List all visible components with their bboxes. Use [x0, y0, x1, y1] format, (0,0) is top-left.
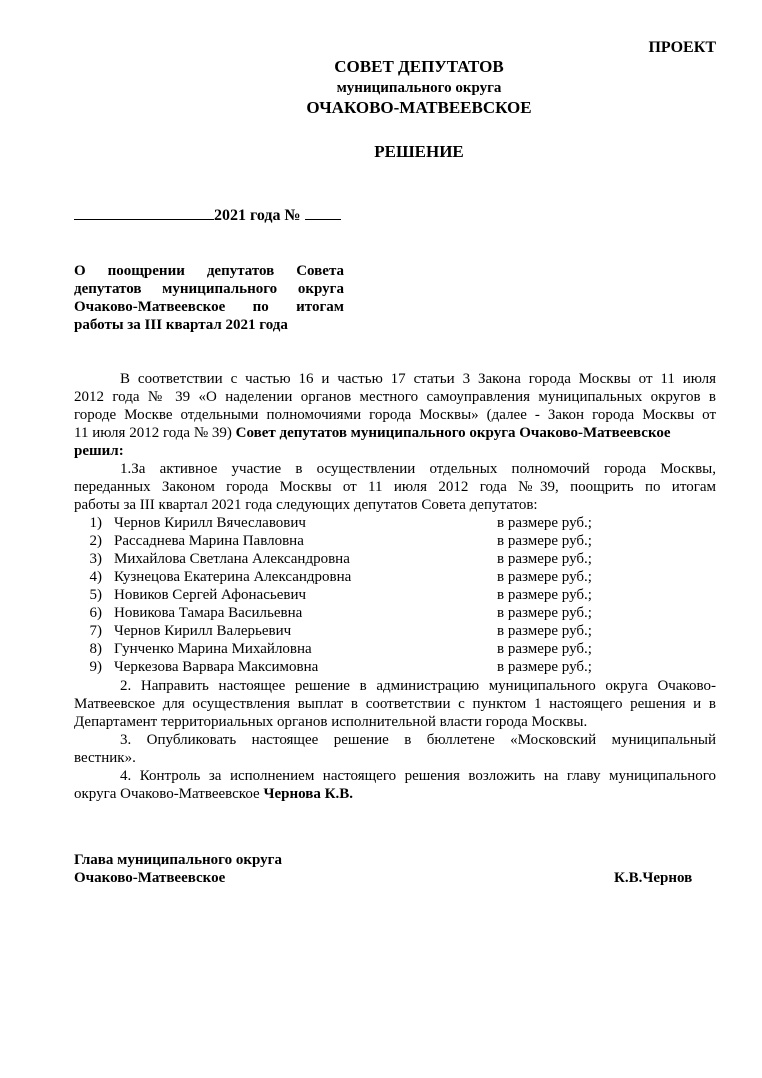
item-4 [74, 767, 716, 803]
date-text: 2021 года № [214, 207, 301, 224]
subject-line: О поощрении депутатов Совета [74, 263, 344, 279]
document-body [74, 370, 716, 803]
signature-name: К.В.Чернов [614, 870, 693, 886]
deputies-list: 1) Чернов Кирилл Вячеславович в размере руб.; 2) Рассаднева Марина Павловна в размере руб.; 3) Михайлова Светлана Александровна в размере руб.; 4) Кузнецова Екатерина Александровна в размере руб.; 5) Новиков Сергей Афонасьевич в размере руб.; 6) Новикова Тамара Васильевна в размере руб.; 7) Чернов Кирилл Валерьевич в размере руб.; 8) Гунченко Марина Михайловна в размере руб.; 9) Черкезова Варвара Максимовна в размере руб.; [89, 515, 592, 675]
preamble-line: городе Москве отдельными полномочиями города Москвы» (далее - Закон города Москвы от [74, 407, 716, 423]
number-blank [305, 205, 341, 220]
item-line: Матвеевское для осуществления выплат в соответствии с пунктом 1 настоящего решения и в [74, 696, 716, 712]
signature-title-line1: Глава муниципального округа [74, 852, 282, 868]
district-name: ОЧАКОВО-МАТВЕЕВСКОЕ [306, 98, 532, 117]
item-line: 4. Контроль за исполнением настоящего решения возложить на главу муниципального [120, 768, 716, 784]
item-1 [74, 460, 716, 514]
item-line: 1.За активное участие в осуществлении отдельных полномочий города Москвы, [120, 461, 716, 477]
signature-title-line2: Очаково-Матвеевское [74, 870, 226, 886]
preamble-line: 11 июля 2012 года № 39) Совет депутатов муниципального округа Очаково-Матвеевское [74, 425, 671, 441]
item-line: работы за III квартал 2021 года следующих депутатов Совета депутатов: [74, 497, 538, 513]
preamble-line: 2012 года № 39 «О наделении органов местного самоуправления муниципальных округов в [74, 389, 716, 405]
preamble-decided: решил: [74, 443, 124, 459]
item-line: Департамент территориальных органов исполнительной власти города Москвы. [74, 714, 588, 730]
document-type: РЕШЕНИЕ [374, 142, 464, 161]
item-line: переданных Законом города Москвы от 11 июля 2012 года №39, поощрить по итогам [74, 479, 716, 495]
council-title: СОВЕТ ДЕПУТАТОВ [334, 57, 504, 76]
date-blank [74, 205, 214, 220]
item-line: 3. Опубликовать настоящее решение в бюллетене «Московский муниципальный [120, 732, 716, 748]
item-line: 2. Направить настоящее решение в администрацию муниципального округа Очаково- [120, 678, 716, 694]
date-number-line [74, 205, 341, 225]
item-line: вестник». [74, 750, 136, 766]
item-2 [74, 677, 716, 731]
draft-label: ПРОЕКТ [648, 39, 716, 56]
item-line: округа Очаково-Матвеевское Чернова К.В. [74, 786, 353, 802]
preamble [74, 370, 716, 460]
district-type: муниципального округа [336, 80, 502, 96]
subject-line: работы за III квартал 2021 года [74, 317, 288, 333]
item-3 [74, 731, 716, 767]
preamble-line: В соответствии с частью 16 и частью 17 статьи 3 Закона города Москвы от 11 июля [120, 371, 716, 387]
subject-line: Очаково-Матвеевское по итогам [74, 299, 344, 315]
subject-block [74, 262, 344, 334]
subject-line: депутатов муниципального округа [74, 281, 344, 297]
